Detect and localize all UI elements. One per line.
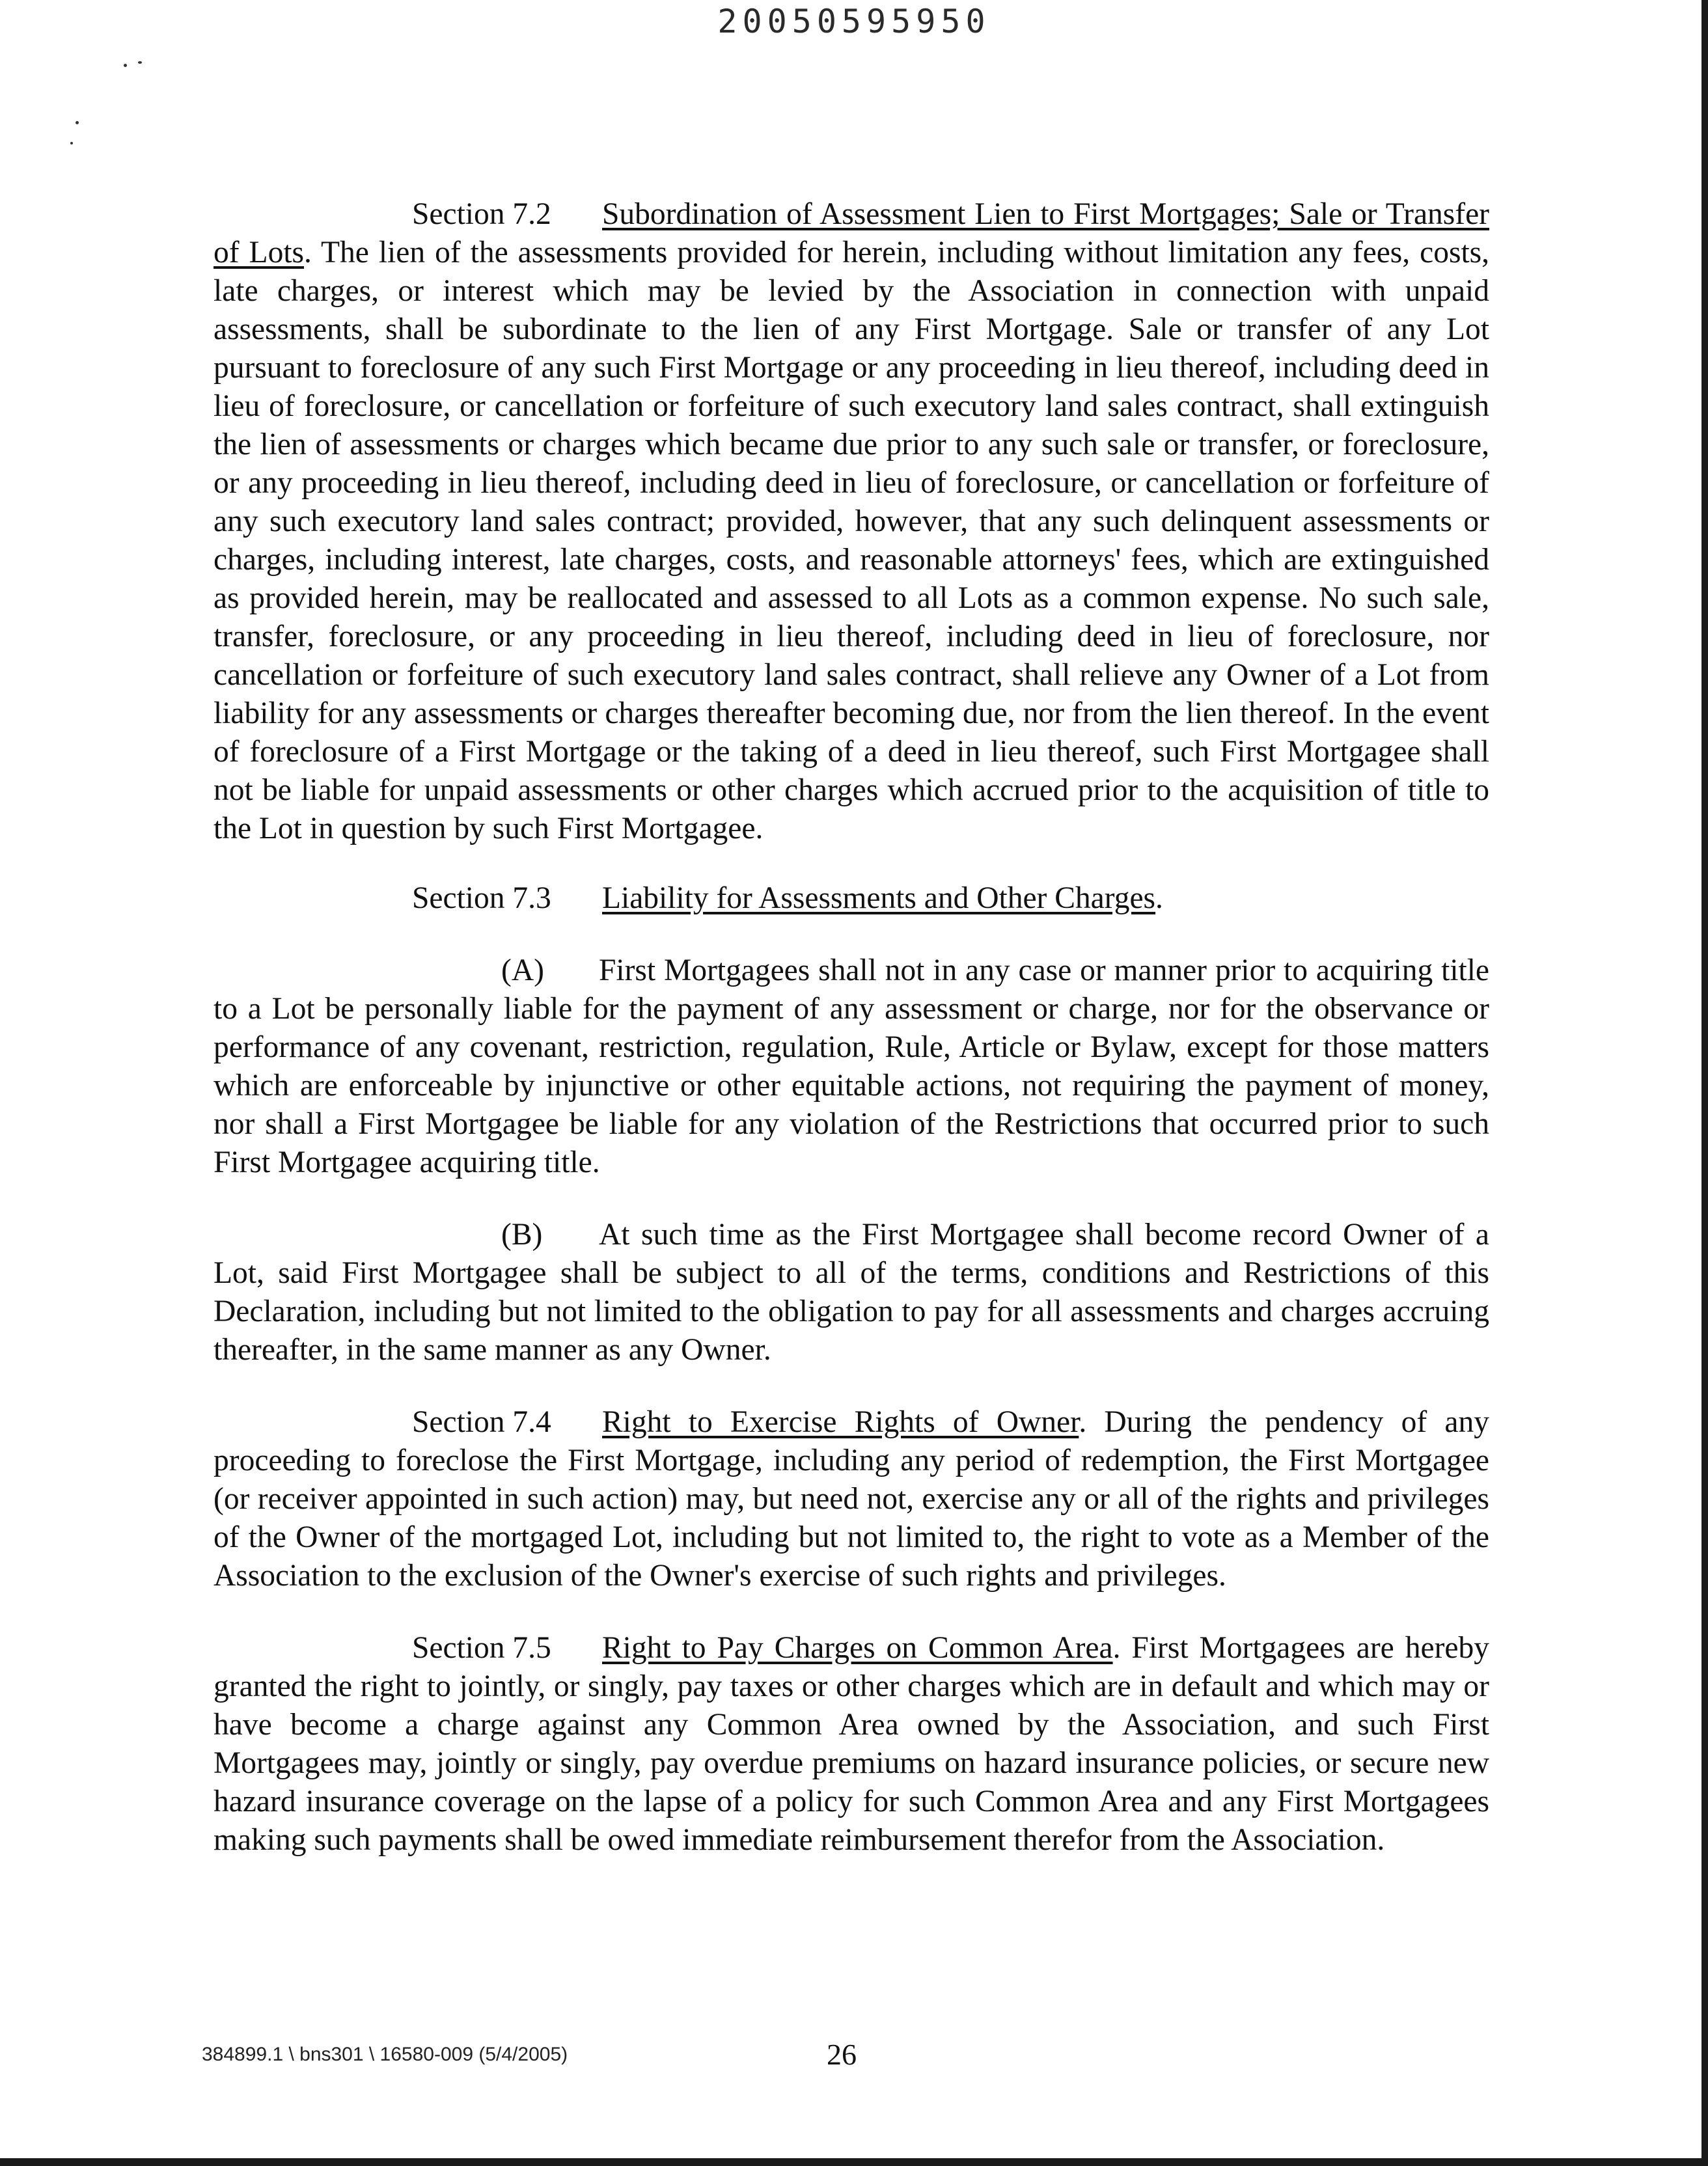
footer-file-reference: 384899.1 \ bns301 \ 16580-009 (5/4/2005) (202, 2044, 568, 2065)
scan-edge-right (1701, 0, 1708, 2166)
section-7-3-b-body: At such time as the First Mortgagee shall become record Owner of a Lot, said First Mortgagee shall be subject to all of the terms, conditions and Restrictions of this Declaration, including but not limited to the obligation to pay for all assessments and charges accruing thereafter, in the same manner as any Owner. (214, 1218, 1489, 1367)
section-7-4-title: Right to Exercise Rights of Owner (602, 1405, 1079, 1439)
section-7-4 (214, 1403, 1489, 1595)
page-number: 26 (827, 2038, 857, 2071)
section-7-2-body: . The lien of the assessments provided for herein, including without limitation any fees, costs, late charges, or interest which may be levied by the Association in connection with unpaid assessments, shall be subordinate to the lien of any First Mortgage. Sale or transfer of any Lot pursuant to foreclosure of any such First Mortgage or any proceeding in lieu thereof, including deed in lieu of foreclosure, or cancellation or forfeiture of such executory land sales contract, shall extinguish the lien of assessments or charges which became due prior to any such sale or transfer, or foreclosure, or any proceeding in lieu thereof, including deed in lieu of foreclosure, or cancellation or forfeiture of any such executory land sales contract; provided, however, that any such delinquent assessments or charges, including interest, late charges, costs, and reasonable attorneys' fees, which are extinguished as provided herein, may be reallocated and assessed to all Lots as a common expense. No such sale, transfer, foreclosure, or any proceeding in lieu thereof, including deed in lieu of foreclosure, nor cancellation or forfeiture of such executory land sales contract, shall relieve any Owner of a Lot from liability for any assessments or charges thereafter becoming due, nor from the lien thereof. In the event of foreclosure of a First Mortgage or the taking of a deed in lieu thereof, such First Mortgagee shall not be liable for unpaid assessments or other charges which accrued prior to the acquisition of title to the Lot in question by such First Mortgagee. (214, 236, 1489, 845)
section-7-3-b-label: (B) (501, 1218, 543, 1252)
section-7-2-title: Subordination of Assessment Lien to First Mortgages; Sale or Transfer of Lots (214, 197, 1489, 269)
scan-speck (76, 121, 79, 124)
document-number: 20050595950 (717, 3, 991, 40)
section-7-2 (214, 195, 1489, 848)
section-7-3-title-end: . (1155, 881, 1163, 915)
section-7-3-heading (214, 879, 1489, 918)
section-7-5-body: . First Mortgagees are hereby granted the right to jointly, or singly, pay taxes or other charges which are in default and which may or have become a charge against any Common Area owned by the Association, and such First Mortgagees may, jointly or singly, pay overdue premiums on hazard insurance policies, or secure new hazard insurance coverage on the lapse of a policy for such Common Area and any First Mortgagees making such payments shall be owed immediate reimbursement therefor from the Association. (214, 1631, 1489, 1857)
scan-speck (124, 64, 127, 67)
section-7-3-a (214, 952, 1489, 1182)
section-7-5 (214, 1629, 1489, 1859)
document-body (214, 195, 1489, 1859)
scan-speck (70, 142, 73, 144)
section-7-5-label: Section 7.5 (412, 1631, 551, 1665)
section-7-3-label: Section 7.3 (412, 881, 551, 915)
section-7-3-b (214, 1216, 1489, 1369)
scan-edge-bottom (0, 2158, 1708, 2166)
section-7-2-label: Section 7.2 (412, 197, 551, 231)
section-7-3-a-body: First Mortgagees shall not in any case or manner prior to acquiring title to a Lot be personally liable for the payment of any assessment or charge, nor for the observance or performance of any covenant, restriction, regulation, Rule, Article or Bylaw, except for those matters which are enforceable by injunctive or other equitable actions, not requiring the payment of money, nor shall a First Mortgagee be liable for any violation of the Restrictions that occurred prior to such First Mortgagee acquiring title. (214, 953, 1489, 1179)
section-7-3-a-label: (A) (501, 953, 544, 987)
section-7-4-body: . During the pendency of any proceeding to foreclose the First Mortgage, including any period of redemption, the First Mortgagee (or receiver appointed in such action) may, but need not, exercise any or all of the rights and privileges of the Owner of the mortgaged Lot, including but not limited to, the right to vote as a Member of the Association to the exclusion of the Owner's exercise of such rights and privileges. (214, 1405, 1489, 1593)
scan-speck (138, 61, 142, 64)
section-7-4-label: Section 7.4 (412, 1405, 551, 1439)
section-7-5-title: Right to Pay Charges on Common Area (602, 1631, 1113, 1665)
section-7-3-title: Liability for Assessments and Other Charges (602, 881, 1156, 915)
